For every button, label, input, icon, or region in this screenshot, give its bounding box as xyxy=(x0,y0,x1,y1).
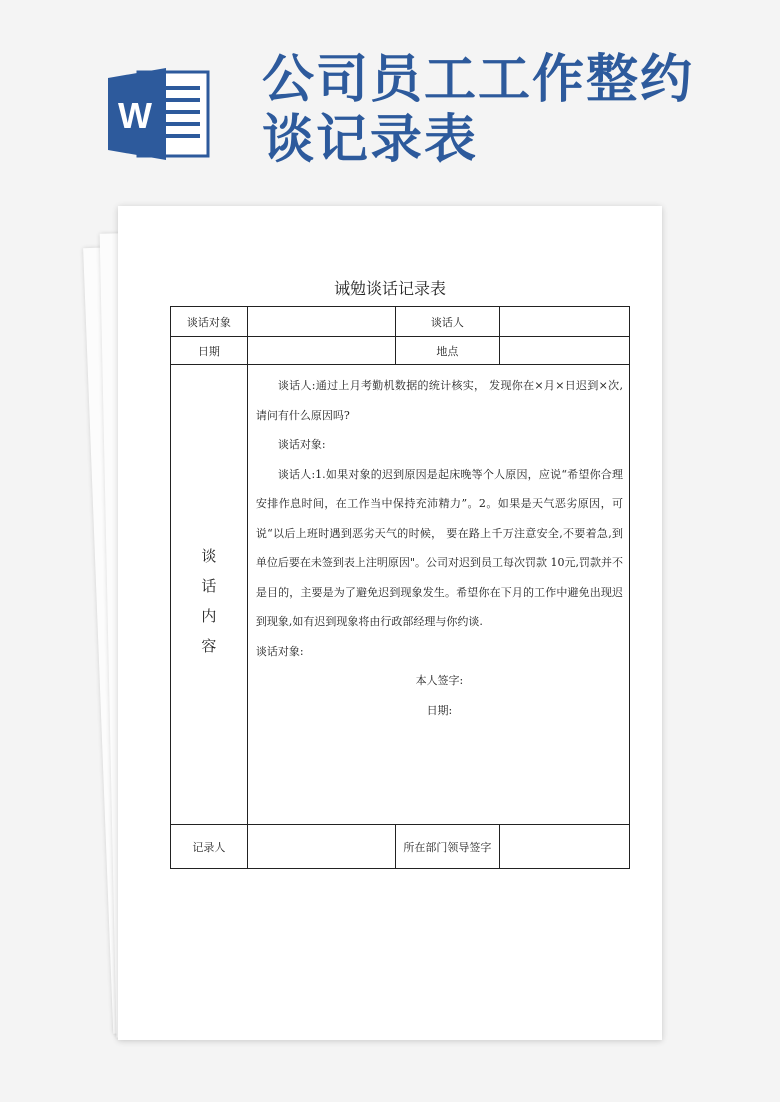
table-row xyxy=(171,307,630,337)
dept-leader-sign-field[interactable] xyxy=(500,825,630,869)
table-row xyxy=(171,337,630,365)
content-label-cell xyxy=(171,365,248,825)
date-field[interactable] xyxy=(247,337,395,365)
content-paragraph: 谈话人:通过上月考勤机数据的统计核实， 发现你在×月×日迟到×次,请问有什么原因吗? xyxy=(255,379,623,422)
content-label xyxy=(200,541,218,661)
content-label-char: 谈 xyxy=(201,546,217,565)
recorder-label: 记录人 xyxy=(171,825,248,869)
signature-date: 日期: xyxy=(426,703,453,717)
content-cell[interactable] xyxy=(247,365,629,825)
content-paragraph: 谈话对象: xyxy=(277,438,326,451)
interviewer-label: 谈话人 xyxy=(395,307,500,337)
record-form-table xyxy=(170,306,630,869)
content-label-char: 容 xyxy=(201,636,217,655)
date-label: 日期 xyxy=(171,337,248,365)
dept-leader-sign-label: 所在部门领导签字 xyxy=(395,825,500,869)
document-page xyxy=(118,206,662,1040)
signature-line: 本人签字: xyxy=(415,674,464,687)
content-label-char: 话 xyxy=(201,576,217,595)
table-row xyxy=(171,825,630,869)
word-logo-letter: W xyxy=(118,95,152,136)
document-title: 诫勉谈话记录表 xyxy=(333,279,446,298)
page-title: 公司员工工作整约谈记录表 xyxy=(262,50,695,170)
interviewee-field[interactable] xyxy=(247,307,395,337)
recorder-field[interactable] xyxy=(247,825,395,869)
content-paragraph: 谈话对象: xyxy=(255,644,304,658)
word-icon xyxy=(108,66,212,162)
interviewee-label: 谈话对象 xyxy=(171,307,248,337)
location-field[interactable] xyxy=(500,337,630,365)
interviewer-field[interactable] xyxy=(500,307,630,337)
content-paragraph: 谈话人:1.如果对象的迟到原因是起床晚等个人原因，应说“希望你合理安排作息时间，在工作当中保持充沛精力”。2。如果是天气恶劣原因，可说“以后上班时遇到恶劣天气的时候， 要在路上千万注意安全,不要着急,到单位后要在未签到表上注明原因"。公司对迟到员工每次罚款 10元,罚款并不是目的，主要是为了避免迟到现象发生。希望你在下月的工作中避免出现迟到现象,如有迟到现象将由行政部经理与你约谈. xyxy=(255,467,623,628)
content-label-char: 内 xyxy=(201,606,217,625)
table-row xyxy=(171,365,630,825)
location-label: 地点 xyxy=(395,337,500,365)
